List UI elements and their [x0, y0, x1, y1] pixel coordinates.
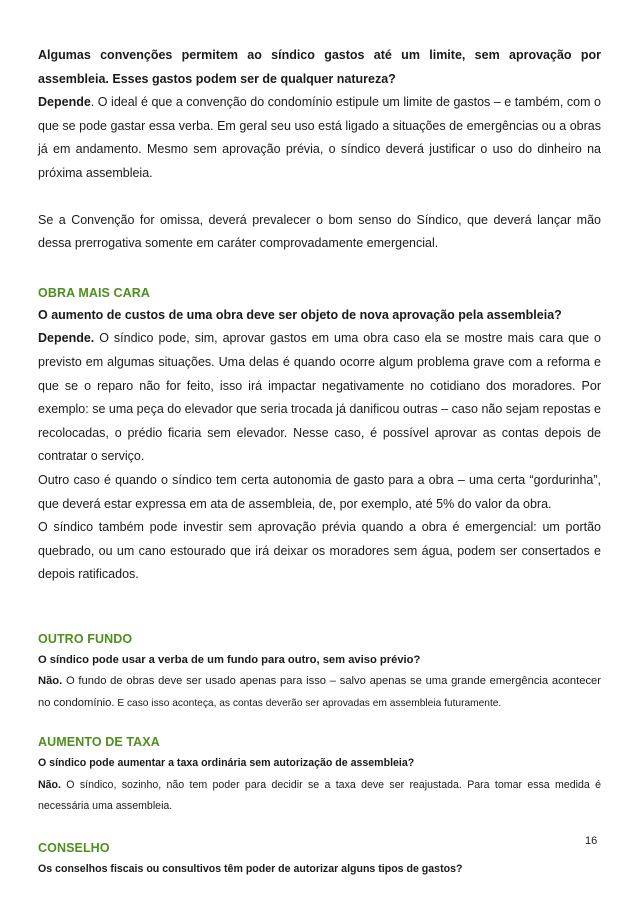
fundo-answer-text: O fundo de obras deve ser usado apenas para isso – salvo apenas se uma grande emergência acontecer no condomínio.: [38, 675, 601, 709]
obra-answer-text: O síndico pode, sim, aprovar gastos em uma obra caso ela se mostre mais cara que o previsto em algumas situações. Uma delas é quando ocorre algum problema grave com a reforma e que se o reparo não for feito, isso irá impactar negativamente no cotidiano dos moradores. Por exemplo: se uma peça do elevador que seria trocada já danificou outras – caso não sejam repostas e recolocadas, o prédio ficaria sem elevador. Nesse caso, é possível aprovar as contas depois de contratar o serviço.: [38, 331, 601, 464]
conselho-question: Os conselhos fiscais ou consultivos têm poder de autorizar alguns tipos de gastos?: [38, 862, 463, 875]
fundo-answer-lead: Não.: [38, 675, 63, 688]
intro-paragraph: Se a Convenção for omissa, deverá prevalecer o bom senso do Síndico, que deverá lançar mão dessa prerrogativa somente em caráter comprovadamente emergencial.: [38, 212, 601, 251]
obra-paragraph-3: O síndico também pode investir sem aprovação prévia quando a obra é emergencial: um portão quebrado, ou um cano estourado que irá deixar os moradores sem água, podem ser consertados e depois ratificados.: [38, 520, 601, 582]
intro-answer-lead: Depende: [38, 95, 91, 110]
taxa-answer-text: O síndico, sozinho, não tem poder para decidir se a taxa deve ser reajustada. Para tomar essa medida é necessária uma assembleia.: [38, 778, 601, 813]
section-heading-obra: OBRA MAIS CARA: [38, 285, 151, 300]
taxa-question: O síndico pode aumentar a taxa ordinária sem autorização de assembleia?: [38, 757, 415, 770]
intro-answer: [38, 91, 601, 185]
section-heading-taxa: AUMENTO DE TAXA: [38, 735, 160, 750]
fundo-answer: [38, 671, 601, 714]
document-page: [38, 44, 601, 880]
intro-answer-text: . O ideal é que a convenção do condomínio estipule um limite de gastos – e também, com o que se pode gastar essa verba. Em geral seu uso está ligado a situações de emergências ou a obras já em andamento. Mesmo sem aprovação prévia, o síndico deverá justificar o uso do dinheiro na próxima assembleia.: [38, 95, 601, 180]
fundo-question: O síndico pode usar a verba de um fundo para outro, sem aviso prévio?: [38, 653, 421, 666]
obra-answer-lead: Depende.: [38, 331, 95, 346]
obra-paragraph-2: Outro caso é quando o síndico tem certa autonomia de gasto para a obra – uma certa “gordurinha”, que deverá estar expressa em ata de assembleia, de, por exemplo, até 5% do valor da obra.: [38, 472, 601, 511]
intro-question: Algumas convenções permitem ao síndico gastos até um limite, sem aprovação por assembleia. Esses gastos podem ser de qualquer natureza?: [38, 48, 601, 86]
obra-answer: [38, 327, 601, 469]
taxa-answer-lead: Não.: [38, 778, 61, 791]
section-heading-fundo: OUTRO FUNDO: [38, 631, 133, 646]
section-heading-conselho: CONSELHO: [38, 840, 110, 855]
obra-question: O aumento de custos de uma obra deve ser objeto de nova aprovação pela assembleia?: [38, 307, 562, 322]
fundo-answer-tail: E caso isso aconteça, as contas deverão ser aprovadas em assembleia futuramente.: [114, 697, 502, 709]
taxa-answer: [38, 775, 601, 818]
page-number: 16: [585, 835, 598, 847]
